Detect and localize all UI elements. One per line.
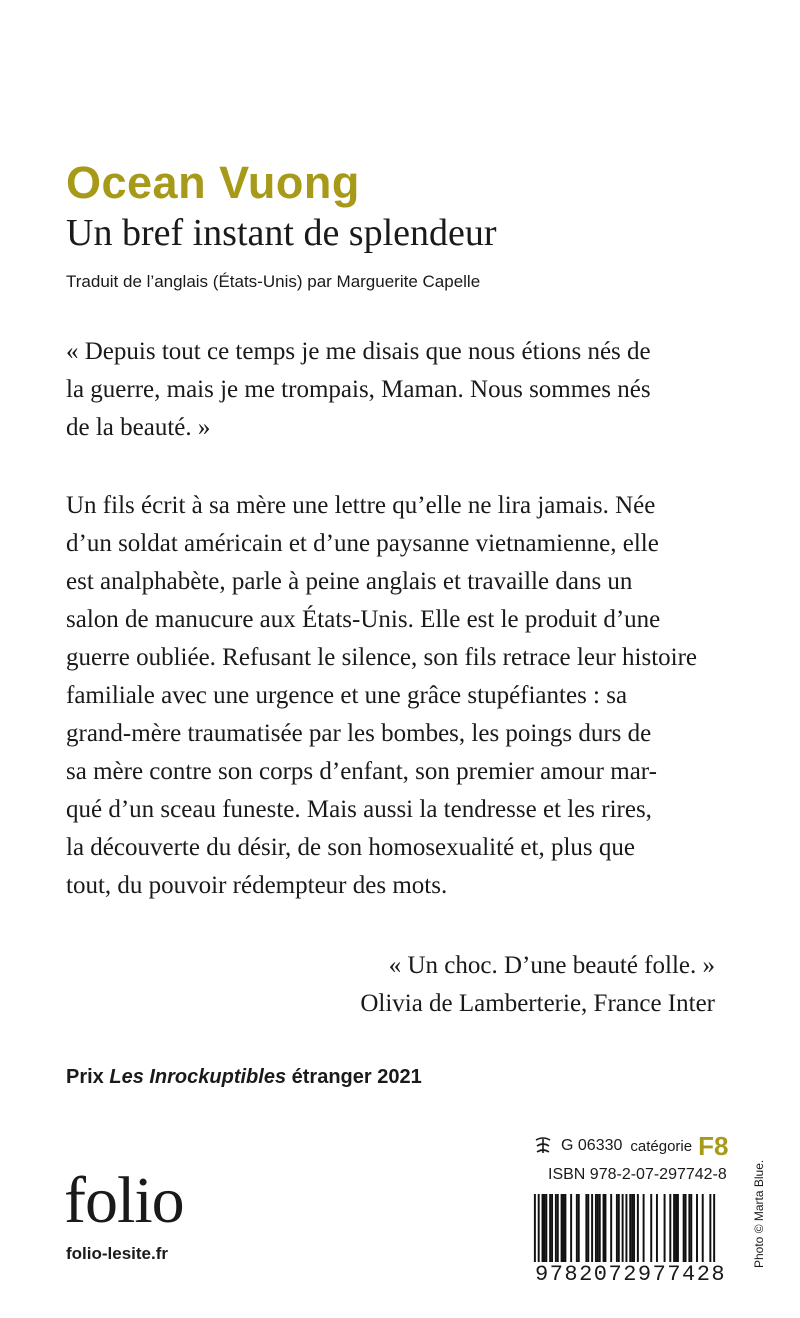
summary-line: tout, du pouvoir rédempteur des mots. <box>66 872 448 899</box>
summary-line: salon de manucure aux États-Unis. Elle est le produit d’une <box>66 606 661 633</box>
g-code: G 06330 <box>561 1137 623 1154</box>
summary-line: guerre oubliée. Refusant le silence, son fils retrace leur histoire <box>66 644 698 671</box>
summary-line: d’un soldat américain et d’une paysanne vietnamienne, elle <box>66 530 659 557</box>
epigraph-line: de la beauté. » <box>66 414 211 441</box>
summary-line: la découverte du désir, de son homosexualité et, plus que <box>66 834 635 861</box>
author-name: Ocean Vuong <box>66 157 360 208</box>
category-label: catégorie <box>630 1137 693 1155</box>
prize-prefix: Prix <box>66 1066 110 1088</box>
review-text: « Un choc. D’une beauté folle. » <box>388 952 715 979</box>
summary-line: grand-mère traumatisée par les bombes, les poings durs de <box>66 720 652 747</box>
price-category: F8 <box>698 1130 729 1161</box>
photo-credit: Photo © Marta Blue. <box>752 1159 766 1268</box>
review-source: Olivia de Lamberterie, France Inter <box>360 990 715 1017</box>
epigraph-line: « Depuis tout ce temps je me disais que nous étions nés de <box>66 338 651 365</box>
publisher-website[interactable]: folio-lesite.fr <box>66 1244 169 1263</box>
barcode-digits: 9782072977428 <box>535 1262 727 1287</box>
summary-line: qué d’un sceau funeste. Mais aussi la tendresse et les rires, <box>66 796 652 823</box>
prize-suffix: étranger 2021 <box>286 1066 422 1088</box>
book-title: Un bref instant de splendeur <box>66 212 497 254</box>
epigraph-line: la guerre, mais je me trompais, Maman. Nous sommes nés <box>66 376 651 403</box>
translator-credit: Traduit de l’anglais (États-Unis) par Marguerite Capelle <box>66 272 481 291</box>
isbn: ISBN 978-2-07-297742-8 <box>548 1166 727 1183</box>
folio-logo: folio <box>64 1164 184 1237</box>
summary-line: familiale avec une urgence et une grâce stupéfiantes : sa <box>66 682 628 709</box>
catalog-code-row <box>533 1131 728 1161</box>
summary-line: sa mère contre son corps d’enfant, son premier amour mar- <box>66 758 657 785</box>
summary-line: Un fils écrit à sa mère une lettre qu’elle ne lira jamais. Née <box>66 492 656 519</box>
ornament-icon <box>533 1136 553 1156</box>
prize-magazine: Les Inrockuptibles <box>109 1066 287 1088</box>
summary-line: est analphabète, parle à peine anglais et travaille dans un <box>66 568 633 595</box>
prize-line <box>66 1066 422 1089</box>
